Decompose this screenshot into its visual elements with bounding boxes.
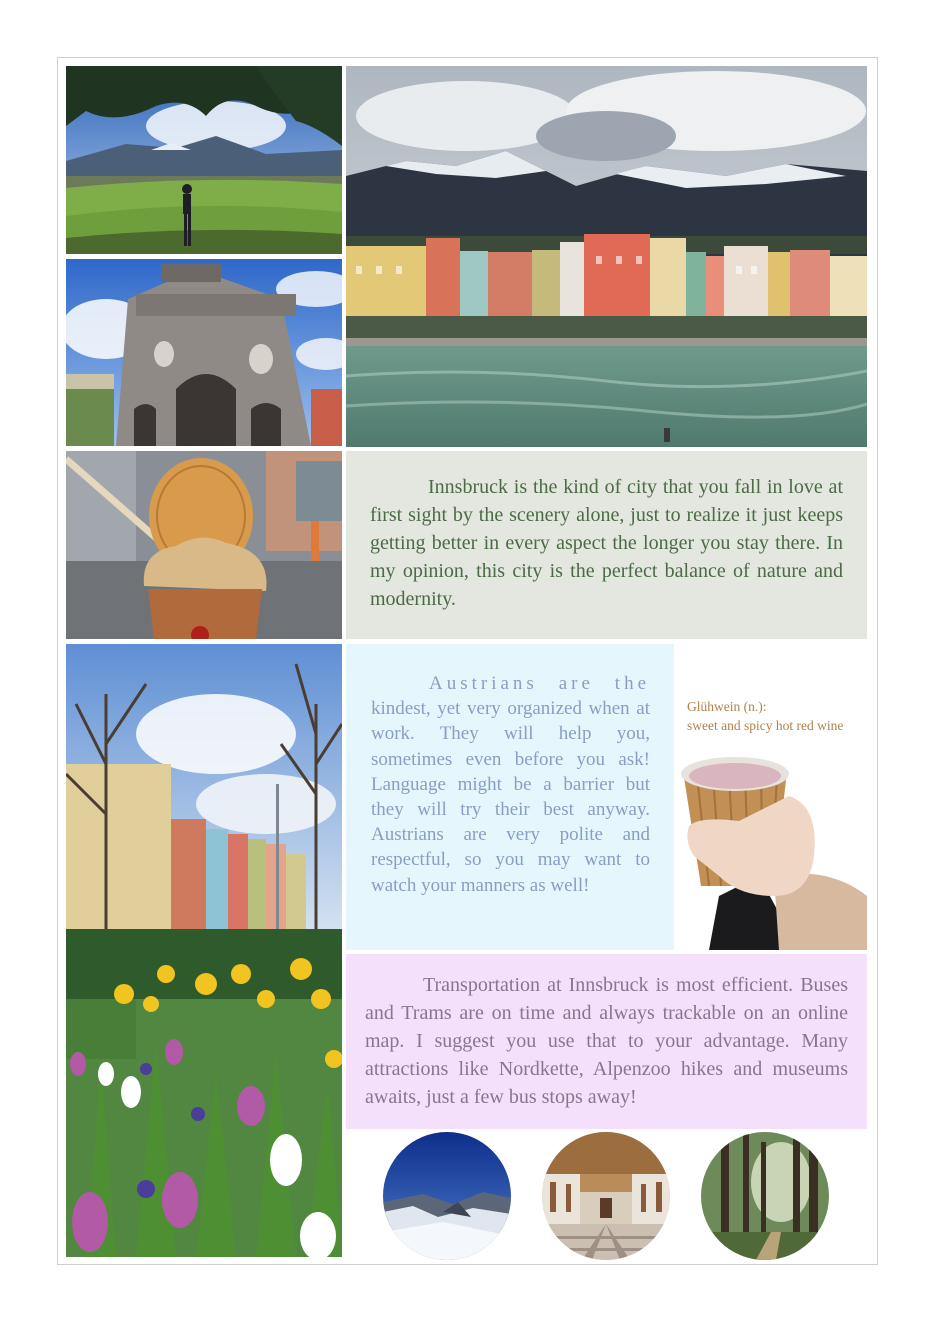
- gluhwein-cup-photo: [679, 746, 867, 950]
- triumphal-arch-photo: [66, 259, 342, 446]
- gluhwein-definition: sweet and spicy hot red wine: [687, 718, 844, 733]
- intro-text-box: [346, 451, 867, 639]
- gluhwein-note: [687, 697, 877, 735]
- ice-cream-photo: [66, 451, 342, 639]
- gluhwein-term: Glühwein (n.):: [687, 699, 767, 714]
- austrians-rest: kindest, yet very organized when at work. They will help you, sometimes even before you ask! Language might be a barrier but they will try their best anyway. Austrians are very polite and respectful, so you may want to watch your manners as well!: [371, 698, 650, 896]
- transport-text-box: [346, 954, 867, 1129]
- forest-circle-photo: [701, 1132, 829, 1260]
- intro-paragraph: Innsbruck is the kind of city that you fall in love at first sight by the scenery alone, just to realize it just keeps getting better in every aspect the longer you stay there. In my opinion, this city is the perfect balance of nature and modernity.: [370, 476, 843, 610]
- palace-hall-circle-photo: [542, 1132, 670, 1260]
- transport-paragraph: Transportation at Innsbruck is most efficient. Buses and Trams are on time and always trackable on an online map. I suggest you use that to your advantage. Many attractions like Nordkette, Alpenzoo hikes and museums awaits, just a few bus stops away!: [365, 974, 848, 1108]
- austrians-lead: Austrians are the: [429, 673, 650, 694]
- colorful-houses-river-photo: [346, 66, 867, 447]
- mountain-meadow-photo: [66, 66, 342, 254]
- snowy-summit-circle-photo: [383, 1132, 511, 1260]
- austrians-text-box: [346, 644, 674, 950]
- tulips-street-photo: [66, 644, 342, 1257]
- austrians-paragraph: [371, 671, 650, 898]
